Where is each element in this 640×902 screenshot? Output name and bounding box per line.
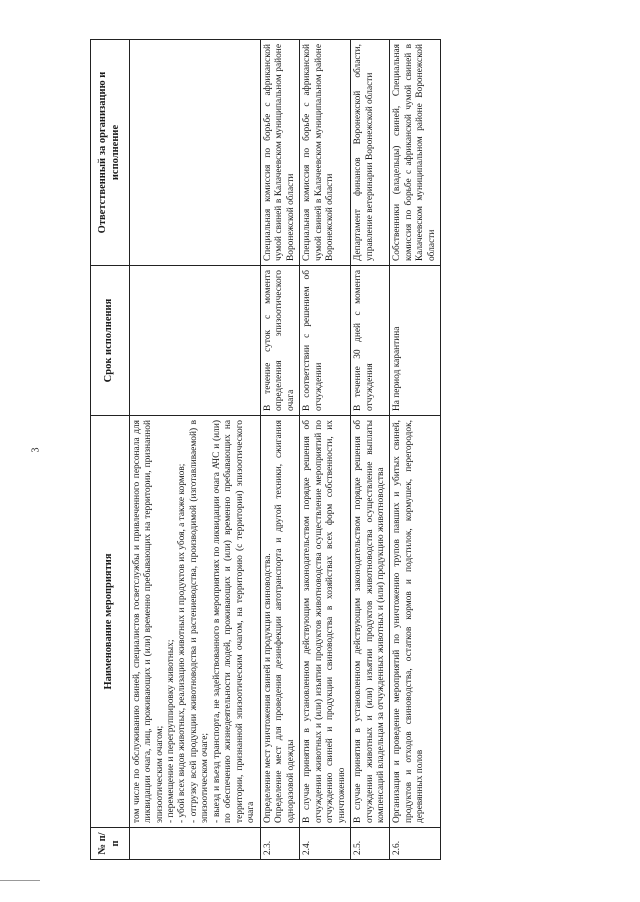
header-term: Срок исполнения — [91, 266, 130, 416]
table-row — [129, 40, 260, 860]
table-row — [390, 40, 441, 860]
cell-name-line: Организация и проведение мероприятий по уничтожению трупов павших и убитых свиней, продуктов и отходов свиноводства, остатков кормов и подстилок, кормушек, перегородок, деревянных полов — [392, 420, 426, 823]
table-row — [260, 40, 299, 860]
cell-responsible: Специальная комиссия по борьбе с африканской чумой свиней в Калачеевском муниципальном районе Воронежской области — [260, 40, 299, 266]
cell-num: 2.4. — [300, 828, 351, 860]
cell-name — [300, 416, 351, 828]
cell-name-line: Определение мест для проведения дезинфекции автотранспорта и другой техники, сжигания одноразовой одежды — [274, 420, 296, 823]
table-row — [300, 40, 351, 860]
cell-responsible: Департамент финансов Воронежской области, управление ветеринарии Воронежской области — [351, 40, 390, 266]
header-name: Наименование мероприятия — [91, 416, 130, 828]
cell-name — [129, 416, 260, 828]
table-header-row — [91, 40, 130, 860]
cell-num: 2.5. — [351, 828, 390, 860]
cell-name — [390, 416, 441, 828]
cell-num: 2.3. — [260, 828, 299, 860]
cell-term: На период карантина — [390, 266, 441, 416]
cell-name-line: - убой всех видов животных, реализацию животных и продуктов их убоя, а также кормов; — [177, 463, 188, 823]
cell-term: В соответствии с решением об отчуждении — [300, 266, 351, 416]
scan-edge-line — [0, 880, 40, 881]
measures-table — [90, 39, 441, 860]
cell-name-line: - перемещение и перегруппировку животных; — [166, 639, 176, 823]
rotated-page-content — [90, 40, 610, 860]
cell-name-line: - отгрузку всей продукции животноводства и растениеводства, производимой (изготавливаемой) в эпизоотическом очаге; — [188, 420, 211, 823]
cell-name-line: В случае принятия в установленном действующим законодательством порядке решения об отчуждении животных и (или) изъятии продуктов животноводства осуществление мероприятий по отчуждению свиней и продукции свиноводства в хозяйствах всех форм собственности, их уничтожению — [302, 420, 347, 823]
cell-responsible — [129, 40, 260, 266]
page-number: 3 — [30, 447, 42, 453]
cell-term — [129, 266, 260, 416]
cell-responsible: Специальная комиссия по борьбе с африканской чумой свиней в Калачеевском муниципальном районе Воронежской области — [300, 40, 351, 266]
cell-name-line: Определение мест уничтожения свиней и продукции свиноводства. — [262, 553, 273, 823]
header-resp: Ответственный за организацию и исполнение — [91, 40, 130, 266]
cell-name-line: В случае принятия в установленном действующим законодательством порядке решения об отчуждении животных и (или) изъятии продуктов животноводства осуществление выплаты компенсаций владельцам за отчужденных животных и (или) продукцию животноводства — [353, 420, 386, 823]
cell-term: В течение суток с момента определения эпизоотического очага — [260, 266, 299, 416]
cell-term: В течение 30 дней с момента отчуждения — [351, 266, 390, 416]
cell-num: 2.6. — [390, 828, 441, 860]
table-body — [129, 40, 441, 860]
cell-name — [260, 416, 299, 828]
cell-num — [129, 828, 260, 860]
cell-name — [351, 416, 390, 828]
header-num: № п/п — [91, 828, 130, 860]
cell-name-line: - выезд и въезд транспорта, не задействованного в мероприятиях по ликвидации очага АЧС и (или) по обеспечению жизнедеятельности людей, проживающих и (или) временно пребывающих на территории, признанной эпизоотическим очагом, на территорию (с территории) эпизоотического очага — [211, 420, 257, 823]
cell-responsible: Собственники (владельцы) свиней, Специальная комиссия по борьбе с африканской чумой свиней в Калачеевском муниципальном районе Воронежской области — [390, 40, 441, 266]
cell-name-line: том числе по обслуживанию свиней, специалистов госветслужбы и привлеченного персонала для ликвидации очага, лиц, проживающих и (или) временно пребывающих на территории, признанной эпизоотическим очагом; — [131, 420, 165, 823]
table-row — [351, 40, 390, 860]
